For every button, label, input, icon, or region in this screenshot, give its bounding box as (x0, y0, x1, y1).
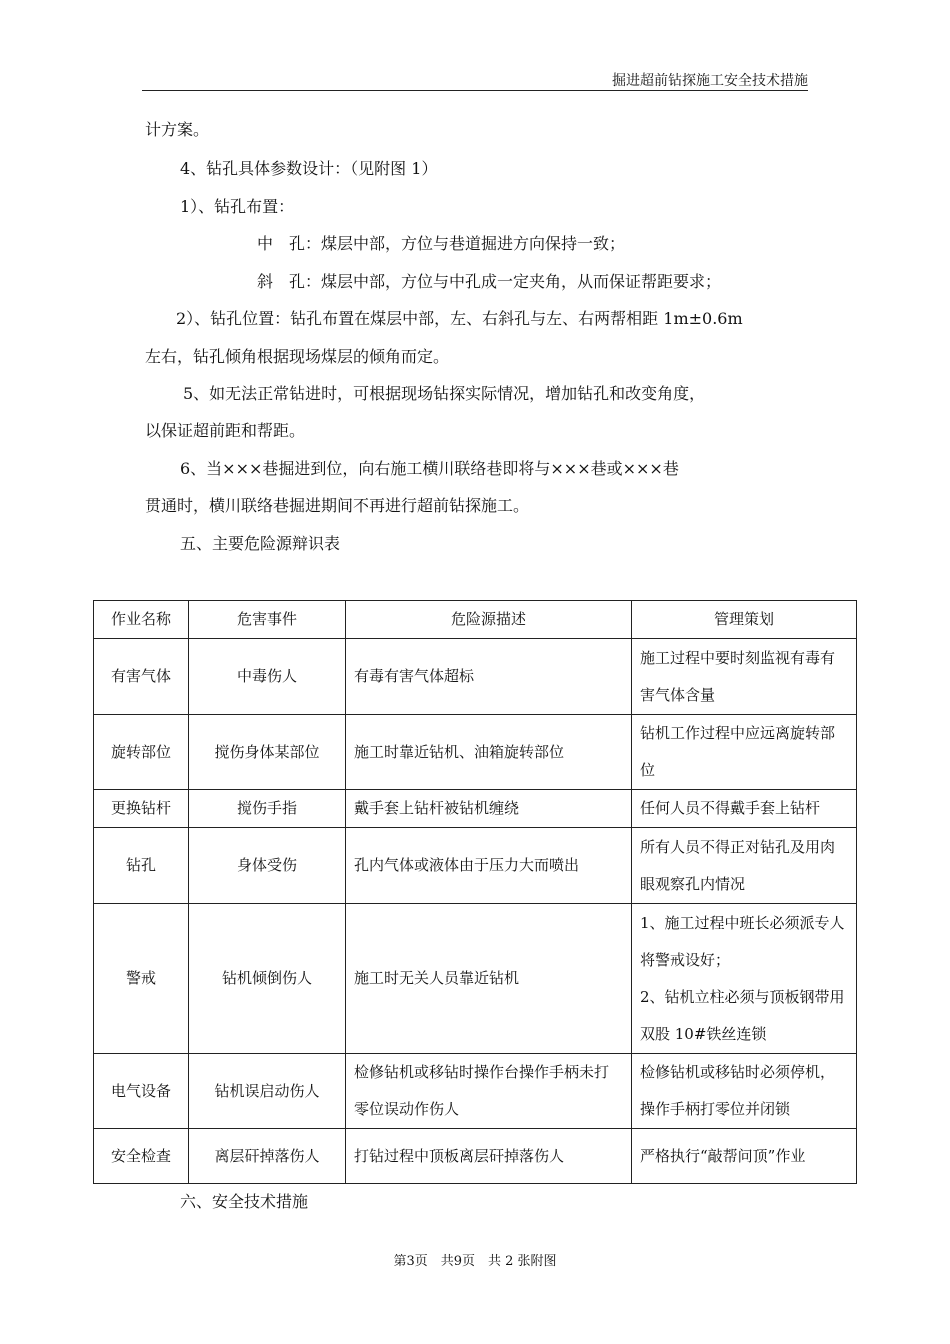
cell-event: 身体受伤 (189, 828, 346, 904)
cell-description: 有毒有害气体超标 (346, 639, 632, 715)
cell-event: 钻机倾倒伤人 (189, 904, 346, 1054)
cell-description: 戴手套上钻杆被钻机缠绕 (346, 790, 632, 828)
cell-event: 钻机误启动伤人 (189, 1054, 346, 1129)
header-job-name: 作业名称 (94, 601, 189, 639)
section-heading-safety-measures: 六、安全技术措施 (180, 1192, 309, 1211)
cell-event: 离层矸掉落伤人 (189, 1129, 346, 1184)
cell-job: 电气设备 (94, 1054, 189, 1129)
cell-management: 检修钻机或移钻时必须停机，操作手柄打零位并闭锁 (632, 1054, 857, 1129)
management-item-2: 2、钻机立柱必须与顶板钢带用双股 10#铁丝连锁 (640, 987, 845, 1043)
cell-job: 有害气体 (94, 639, 189, 715)
cell-management: 任何人员不得戴手套上钻杆 (632, 790, 857, 828)
paragraph-item-5: 5、如无法正常钻进时，可根据现场钻探实际情况，增加钻孔和改变角度， (183, 384, 706, 403)
paragraph-item-5-cont: 以保证超前距和帮距。 (145, 421, 306, 440)
cell-job: 更换钻杆 (94, 790, 189, 828)
header-hazard-event: 危害事件 (189, 601, 346, 639)
paragraph-item-4: 4、钻孔具体参数设计：（见附图 1） (180, 159, 438, 178)
paragraph-plan: 计方案。 (145, 120, 210, 139)
paragraph-item-1-layout: 1）、钻孔布置： (180, 197, 295, 216)
cell-description: 孔内气体或液体由于压力大而喷出 (346, 828, 632, 904)
table-header-row (94, 601, 857, 639)
paragraph-oblique-hole: 斜 孔：煤层中部，方位与中孔成一定夹角，从而保证帮距要求； (257, 272, 722, 291)
table-row (94, 828, 857, 904)
table-row (94, 790, 857, 828)
cell-management: 钻机工作过程中应远离旋转部位 (632, 715, 857, 790)
paragraph-item-6-cont: 贯通时，横川联络巷掘进期间不再进行超前钻探施工。 (145, 496, 530, 515)
cell-description: 施工时靠近钻机、油箱旋转部位 (346, 715, 632, 790)
cell-description: 检修钻机或移钻时操作台操作手柄未打零位误动作伤人 (346, 1054, 632, 1129)
cell-management: 施工过程中要时刻监视有毒有害气体含量 (632, 639, 857, 715)
table-row (94, 1054, 857, 1129)
table-row (94, 715, 857, 790)
table-row (94, 904, 857, 1054)
cell-event: 搅伤身体某部位 (189, 715, 346, 790)
header-hazard-description: 危险源描述 (346, 601, 632, 639)
cell-job: 警戒 (94, 904, 189, 1054)
paragraph-center-hole: 中 孔：煤层中部，方位与巷道掘进方向保持一致； (257, 234, 626, 253)
cell-management: 所有人员不得正对钻孔及用肉眼观察孔内情况 (632, 828, 857, 904)
cell-description: 打钻过程中顶板离层矸掉落伤人 (346, 1129, 632, 1184)
page-footer: 第3页 共9页 共 2 张附图 (393, 1254, 557, 1269)
cell-event: 搅伤手指 (189, 790, 346, 828)
cell-job: 旋转部位 (94, 715, 189, 790)
management-item-1: 1、施工过程中班长必须派专人将警戒设好； (640, 913, 845, 969)
paragraph-item-6: 6、当×××巷掘进到位，向右施工横川联络巷即将与×××巷或×××巷 (180, 459, 679, 478)
cell-job: 安全检查 (94, 1129, 189, 1184)
cell-management (632, 904, 857, 1054)
running-header: 掘进超前钻探施工安全技术措施 (612, 73, 808, 89)
header-rule (142, 90, 808, 91)
cell-event: 中毒伤人 (189, 639, 346, 715)
cell-management: 严格执行“敲帮问顶”作业 (632, 1129, 857, 1184)
section-heading-hazard-table: 五、主要危险源辩识表 (180, 534, 341, 553)
hazard-table (93, 600, 857, 1184)
paragraph-item-2-position: 2）、钻孔位置：钻孔布置在煤层中部，左、右斜孔与左、右两帮相距 1m±0.6m (176, 309, 743, 328)
paragraph-item-2-cont: 左右，钻孔倾角根据现场煤层的倾角而定。 (145, 347, 450, 366)
header-management-plan: 管理策划 (632, 601, 857, 639)
cell-job: 钻孔 (94, 828, 189, 904)
table-row (94, 1129, 857, 1184)
cell-description: 施工时无关人员靠近钻机 (346, 904, 632, 1054)
table-row (94, 639, 857, 715)
